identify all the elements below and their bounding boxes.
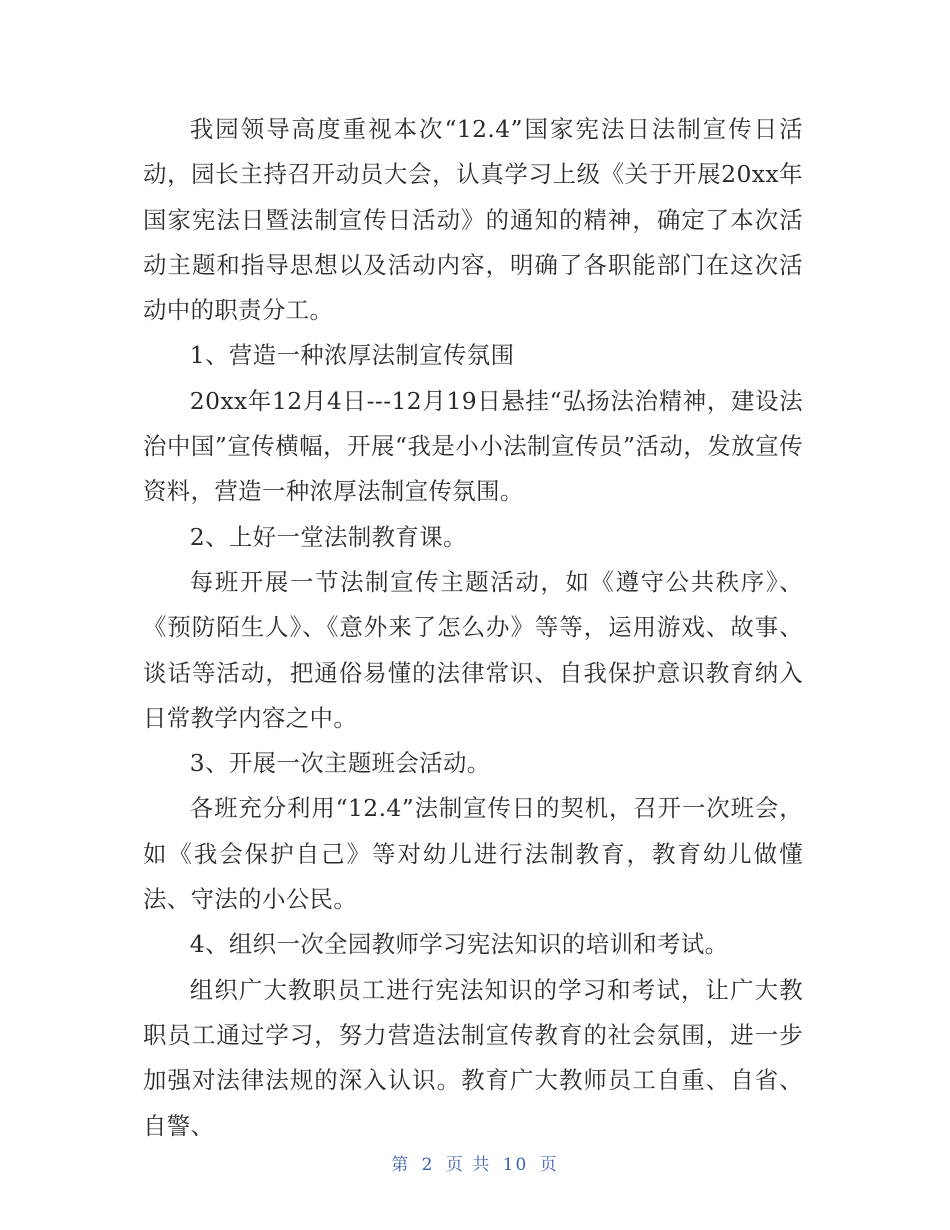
paragraph-intro: 我园领导高度重视本次“12.4”国家宪法日法制宣传日活动，园长主持召开动员大会，认真学习上级《关于开展20xx年国家宪法日暨法制宣传日活动》的通知的精神，确定了本次活动主题和指导思想以及活动内容，明确了各职能部门在这次活动中的职责分工。 — [143, 115, 803, 325]
page-label-prefix: 第 — [391, 1155, 411, 1175]
heading-item-1: 1、营造一种浓厚法制宣传氛围 — [189, 341, 515, 370]
paragraph-item-2: 每班开展一节法制宣传主题活动，如《遵守公共秩序》、《预防陌生人》、《意外来了怎么办》等等，运用游戏、故事、谈话等活动，把通俗易懂的法律常识、自我保护意识教育纳入日常教学内容之中。 — [143, 567, 803, 732]
heading-item-2: 2、上好一堂法制教育课。 — [189, 522, 467, 551]
paragraph-item-3: 各班充分利用“12.4”法制宣传日的契机，召开一次班会，如《我会保护自己》等对幼儿进行法制教育，教育幼儿做懂法、守法的小公民。 — [143, 794, 803, 914]
heading-item-4: 4、组织一次全园教师学习宪法知识的培训和考试。 — [189, 930, 729, 959]
total-pages-number: 10 — [502, 1155, 529, 1175]
paragraph-item-4: 组织广大教职员工进行宪法知识的学习和考试，让广大教职员工通过学习，努力营造法制宣传教育的社会氛围，进一步加强对法律法规的深入认识。教育广大教师员工自重、自省、自警、 — [143, 975, 803, 1140]
document-body — [143, 107, 803, 1149]
paragraph-item-1: 20xx年12月4日---12月19日悬挂“弘扬法治精神，建设法治中国”宣传横幅，开展“我是小小法制宣传员”活动，发放宣传资料，营造一种浓厚法制宣传氛围。 — [143, 386, 803, 506]
page-label-mid: 页 共 — [445, 1155, 492, 1175]
current-page-number: 2 — [421, 1155, 435, 1175]
page-label-suffix: 页 — [539, 1155, 559, 1175]
page-number-footer — [0, 1150, 950, 1175]
heading-item-3: 3、开展一次主题班会活动。 — [189, 749, 491, 778]
